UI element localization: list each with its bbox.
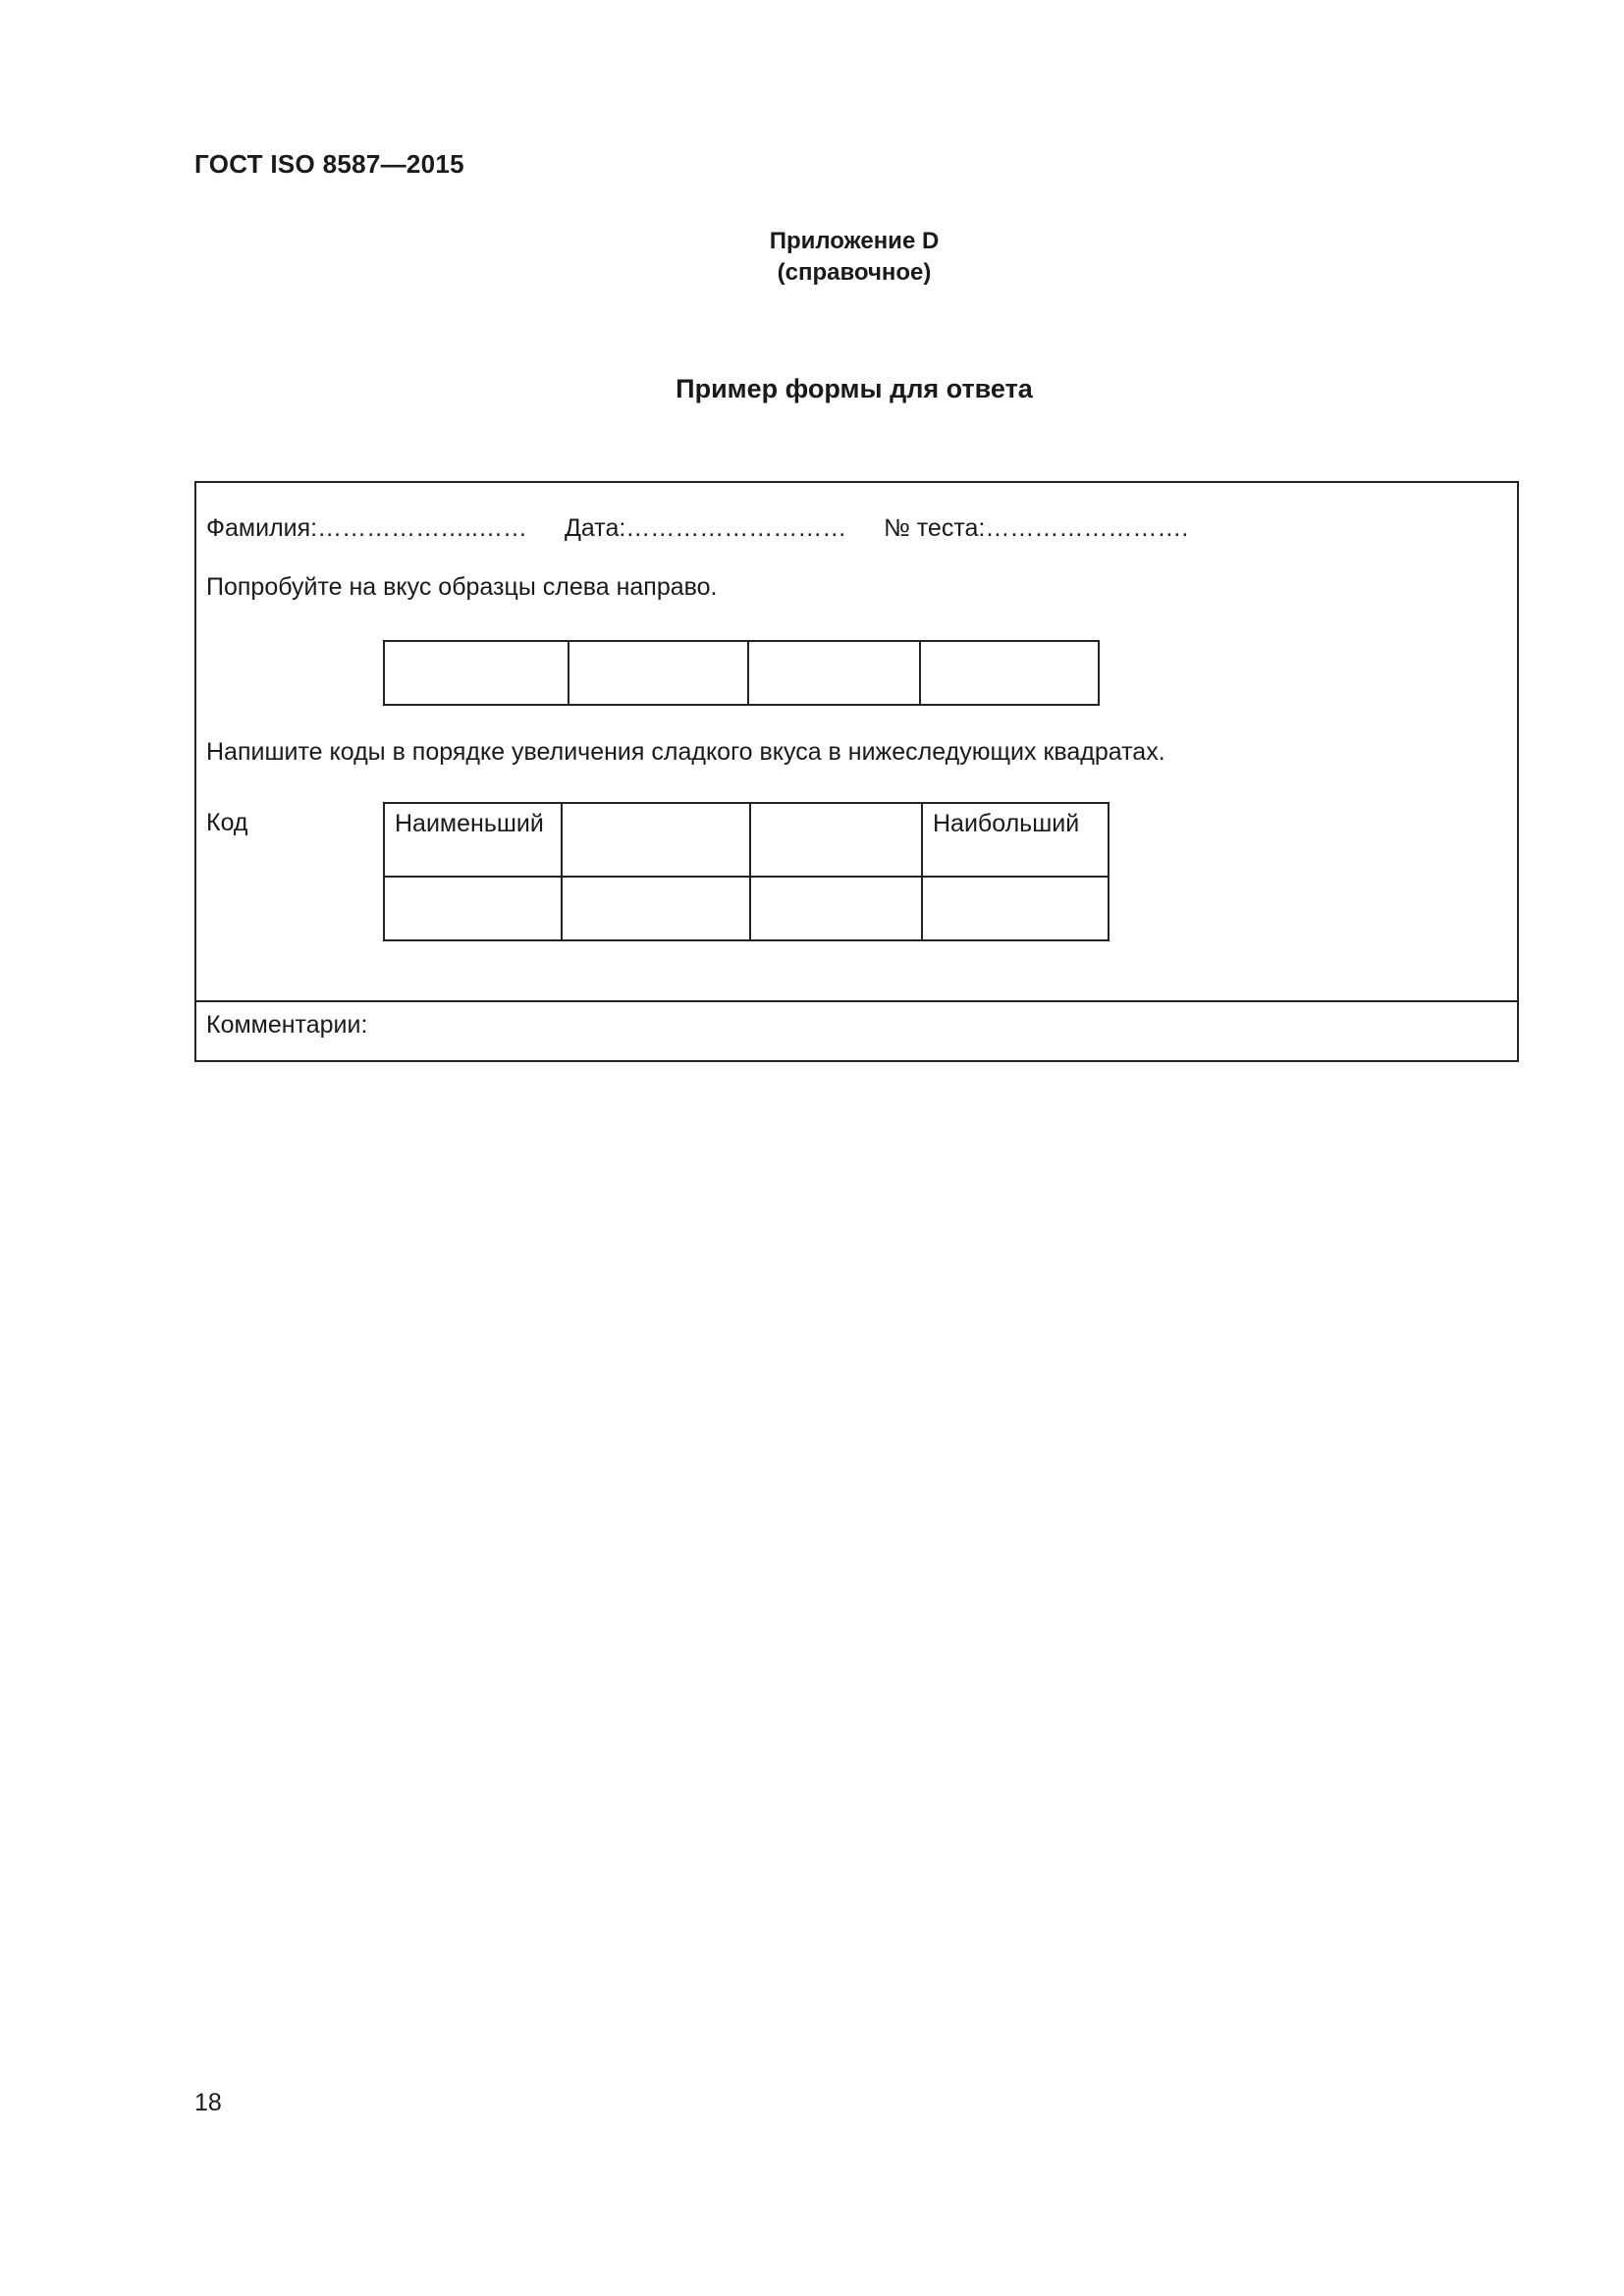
surname-field-label: Фамилия:………………..…… xyxy=(206,514,527,542)
date-field-label: Дата:……………………… xyxy=(565,514,847,542)
sample-cell[interactable] xyxy=(569,642,749,704)
code-entry-cell[interactable] xyxy=(563,878,751,939)
form-title: Пример формы для ответа xyxy=(676,374,1033,403)
page-number: 18 xyxy=(194,2089,222,2116)
test-number-field-label: № теста:……………………. xyxy=(884,514,1189,542)
order-header-cell xyxy=(751,804,923,878)
comments-label: Комментарии: xyxy=(206,1011,368,1039)
sample-cell[interactable] xyxy=(749,642,921,704)
code-label: Код xyxy=(206,809,248,836)
sample-cell[interactable] xyxy=(385,642,569,704)
code-entry-cell[interactable] xyxy=(751,878,923,939)
response-form xyxy=(194,481,1519,1062)
least-sweet-label: Наименьший xyxy=(385,804,563,878)
taste-instruction: Попробуйте на вкус образцы слева направо. xyxy=(206,573,718,601)
code-entry-cell[interactable] xyxy=(923,878,1108,939)
order-header-cell xyxy=(563,804,751,878)
comments-divider xyxy=(196,1000,1517,1002)
sample-code-row xyxy=(383,640,1100,706)
most-sweet-label: Наибольший xyxy=(923,804,1108,878)
annex-subtitle: (справочное) xyxy=(777,259,932,286)
order-instruction: Напишите коды в порядке увеличения сладкого вкуса в нижеследующих квадратах. xyxy=(206,738,1165,766)
code-order-table xyxy=(383,802,1110,941)
document-header: ГОСТ ISO 8587—2015 xyxy=(194,149,464,179)
annex-title: Приложение D xyxy=(769,228,940,254)
sample-cell[interactable] xyxy=(921,642,1098,704)
code-entry-cell[interactable] xyxy=(385,878,563,939)
